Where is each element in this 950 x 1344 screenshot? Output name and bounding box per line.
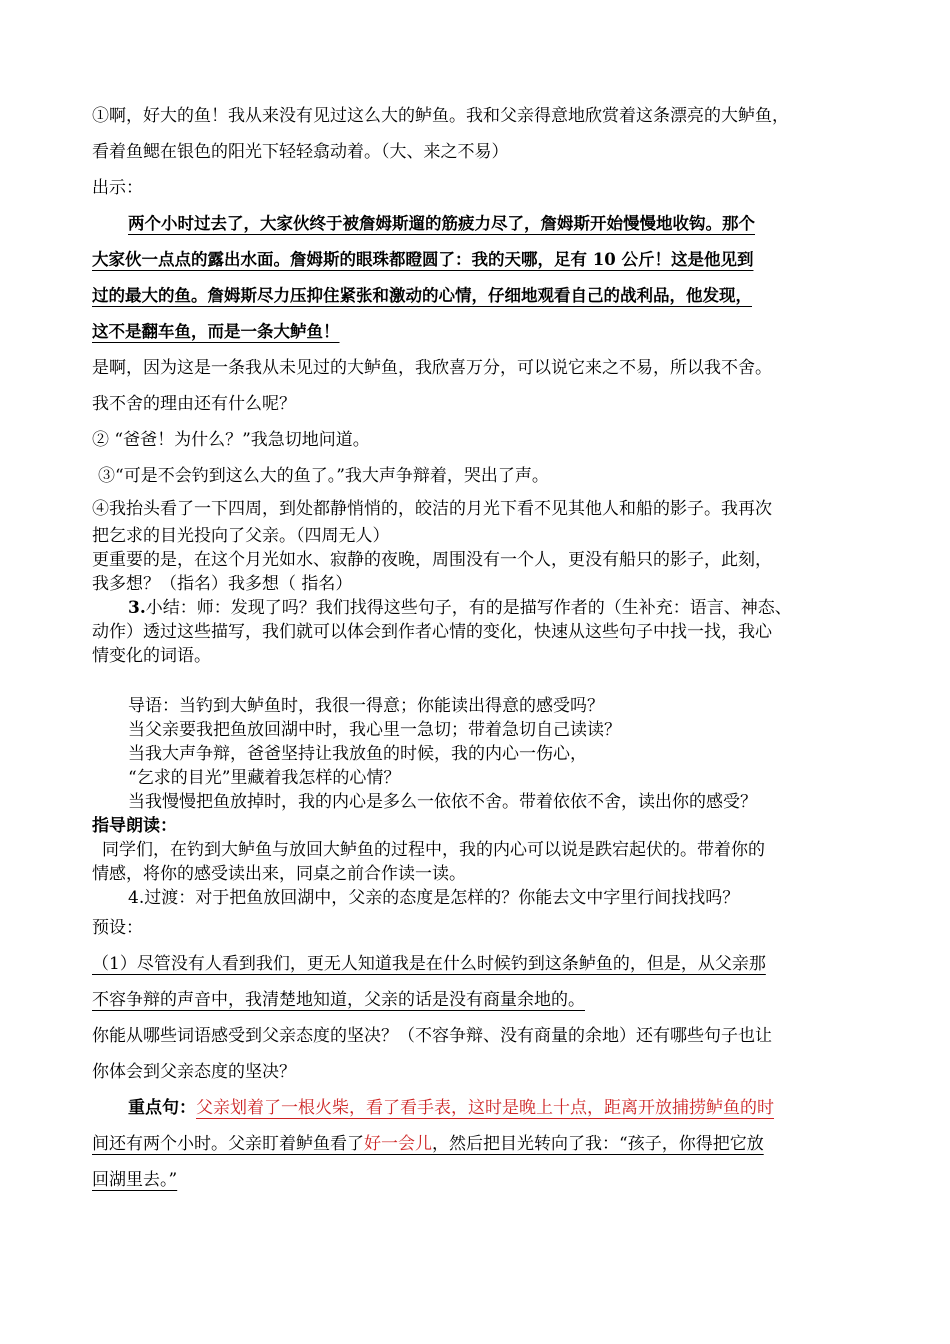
guide-line: 当我大声争辩，爸爸坚持让我放鱼的时候，我的内心一伤心， [128,744,587,764]
document-page [92,98,872,1198]
guide-line: “乞求的目光”里藏着我怎样的心情？ [128,768,401,788]
summary-line: 动作）透过这些描写，我们就可以体会到作者心情的变化，快速从这些句子中找一找，我心 [92,622,772,642]
summary-line: 情变化的词语。 [92,646,211,666]
paragraph-line: 预设： [92,918,143,938]
underlined-line: （1）尽管没有人看到我们，更无人知道我是在什么时候钓到这条鲈鱼的，但是，从父亲那 [92,954,766,974]
highlight-phrase: 好一会儿 [364,1134,432,1154]
paragraph-line: ④我抬头看了一下四周，到处都静悄悄的，皎洁的月光下看不见其他人和船的影子。我再次 [92,499,772,519]
summary-text: 小结：师：发现了吗？我们找得这些句子，有的是描写作者的（生补充：语言、神态、 [145,598,792,618]
paragraph-line: 你能从哪些词语感受到父亲态度的坚决？（不容争辩、没有商量的余地）还有哪些句子也让 [92,1026,772,1046]
paragraph-line: 我多想？（指名）我多想（ 指名） [92,574,353,594]
paragraph-line: 把乞求的目光投向了父亲。（四周无人） [92,526,390,546]
paragraph-line: 出示： [92,178,143,198]
paragraph-line: 情感，将你的感受读出来，同桌之前合作读一读。 [92,864,466,884]
paragraph-line: ③“可是不会钓到这么大的鱼了。”我大声争辩着，哭出了声。 [98,466,549,486]
spacer [92,668,872,694]
guide-line: 导语：当钓到大鲈鱼时，我很一得意；你能读出得意的感受吗？ [128,696,604,716]
paragraph-line: 我不舍的理由还有什么呢？ [92,394,296,414]
summary-line [92,596,872,620]
guide-line: 当父亲要我把鱼放回湖中时，我心里一急切；带着急切自己读读？ [128,720,621,740]
key-sentence-label: 重点句： [128,1098,196,1118]
excerpt-line: 两个小时过去了，大家伙终于被詹姆斯遛的筋疲力尽了，詹姆斯开始慢慢地收钩。那个 [128,214,755,233]
underlined-line: 不容争辩的声音中，我清楚地知道，父亲的话是没有商量余地的。 [92,990,585,1010]
paragraph-line: 同学们，在钓到大鲈鱼与放回大鲈鱼的过程中，我的内心可以说是跌宕起伏的。带着你的 [102,840,765,860]
paragraph-line: ①啊，好大的鱼！我从来没有见过这么大的鲈鱼。我和父亲得意地欣赏着这条漂亮的大鲈鱼， [92,106,789,126]
key-sentence-line [92,1090,872,1126]
key-sentence-text: ，然后把目光转向了我：“孩子，你得把它放 [432,1134,764,1154]
excerpt-line: 这不是翻车鱼，而是一条大鲈鱼！ [92,322,340,341]
transition-line: 4.过渡：对于把鱼放回湖中，父亲的态度是怎样的？你能去文中字里行间找找吗？ [128,888,740,908]
key-sentence-line [92,1126,872,1162]
step-number: 3. [128,598,146,618]
paragraph-line: 你体会到父亲态度的坚决？ [92,1062,296,1082]
paragraph-line: 更重要的是，在这个月光如水、寂静的夜晚，周围没有一个人，更没有船只的影子，此刻， [92,550,772,570]
key-sentence-text: 父亲划着了一根火柴，看了看手表，这时是晚上十点，距离开放捕捞鲈鱼的时 [196,1098,774,1118]
paragraph-line: 看着鱼鳃在银色的阳光下轻轻翕动着。（大、来之不易） [92,142,509,162]
excerpt-line: 过的最大的鱼。詹姆斯尽力压抑住紧张和激动的心情，仔细地观看自己的战利品，他发现， [92,286,752,305]
excerpt-line: 大家伙一点点的露出水面。詹姆斯的眼珠都瞪圆了：我的天哪，足有 10 公斤！这是他见到 [92,250,754,269]
paragraph-line: 是啊，因为这是一条我从未见过的大鲈鱼，我欣喜万分，可以说它来之不易，所以我不舍。 [92,358,772,378]
key-sentence-text: 间还有两个小时。父亲盯着鲈鱼看了 [92,1134,364,1154]
reading-heading: 指导朗读： [92,816,177,836]
excerpt-block [92,206,872,350]
guide-line: 当我慢慢把鱼放掉时，我的内心是多么一依依不舍。带着依依不舍，读出你的感受？ [128,792,757,812]
key-sentence-line: 回湖里去。” [92,1170,178,1190]
paragraph-line: ② “爸爸！为什么？”我急切地问道。 [92,430,370,450]
